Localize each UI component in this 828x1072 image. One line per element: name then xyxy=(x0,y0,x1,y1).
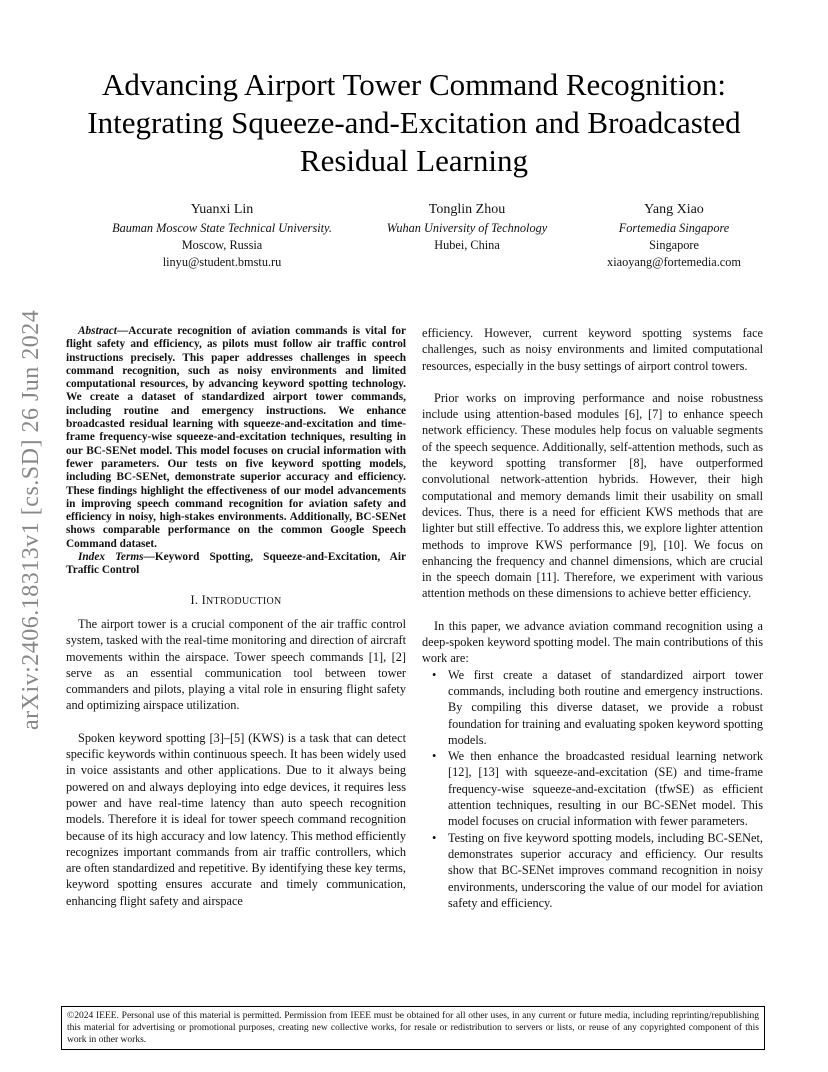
copyright-notice: ©2024 IEEE. Personal use of this material is permitted. Permission from IEEE must be obtained for all other uses, in any current or future media, including reprinting/republishing this material for advertising or promotional purposes, creating new collective works, for resale or redistribution to servers or lists, or reuse of any copyrighted component of this work in other works. xyxy=(61,1006,765,1050)
author-affiliation: Bauman Moscow State Technical University. xyxy=(112,221,332,235)
author-email: xiaoyang@fortemedia.com xyxy=(607,255,741,269)
body-paragraph: Spoken keyword spotting [3]–[5] (KWS) is a task that can detect specific keywords within continuous speech. It has been widely used in voice assistants and other applications. Due to it always being powered on and always deploying into edge devices, it requires less power and have real-time latency than auto speech recognition models. Therefore it is ideal for tower speech command recognition because of its high accuracy and low latency. This method efficiently recognizes important commands from air traffic controllers, which are often standardized and repetitive. By identifying these key terms, keyword spotting ensures accurate and timely communication, enhancing flight safety and airspace xyxy=(66,730,406,908)
index-terms xyxy=(66,551,406,578)
body-paragraph-continuation: efficiency. However, current keyword spotting systems face challenges, such as noisy environments and limited computational resources, especially in the busy settings of airport control towers. xyxy=(422,326,763,373)
author-affiliation: Wuhan University of Technology xyxy=(386,221,548,235)
list-item: • Testing on five keyword spotting models, including BC-SENet, demonstrates superior accuracy and efficiency. Our results show that BC-SENet improves command recognition in noisy environments, underscoring the value of our model for aviation safety and efficiency. xyxy=(448,830,763,911)
author-1 xyxy=(72,200,372,271)
author-3 xyxy=(572,200,776,271)
right-column xyxy=(422,325,763,911)
list-item: • We first create a dataset of standardized airport tower commands, including both routine and emergency instructions. By compiling this diverse dataset, we provide a robust foundation for training and evaluating spoken keyword spotting models. xyxy=(448,667,763,748)
body-paragraph: Prior works on improving performance and noise robustness include using attention-based modules [6], [7] to enhance speech network efficiency. These modules help focus on valuable segments of the speech sequence. Additionally, self-attention methods, such as the keyword spotting transformer [8], have outperformed convolutional network-attention hybrids. However, their high computational and memory demands limit their usability on small devices. Thus, there is a need for efficient KWS methods that are lighter but still effective. To address this, we explore lighter attention methods to improve KWS performance [9], [10]. We focus on enhancing the frequency and channel dimensions, which are crucial in the speech domain [11]. Therefore, we experiment with various attention methods on these dimensions to achieve better efficiency. xyxy=(422,390,763,601)
abstract xyxy=(66,325,406,551)
author-location: Singapore xyxy=(649,238,699,252)
index-terms-label: Index Terms xyxy=(78,551,144,564)
author-location: Moscow, Russia xyxy=(181,238,263,252)
title-line: Residual Learning xyxy=(299,143,529,178)
left-column xyxy=(66,325,406,909)
title-line: Integrating Squeeze-and-Excitation and Broadcasted xyxy=(87,105,741,140)
contributions-list xyxy=(422,667,763,911)
body-paragraph: In this paper, we advance aviation command recognition using a deep-spoken keyword spotting model. The main contributions of this work are: xyxy=(422,618,763,666)
author-name: Yuanxi Lin xyxy=(190,202,254,217)
arxiv-watermark: arXiv:2406.18313v1 [cs.SD] 26 Jun 2024 xyxy=(18,309,44,730)
section-heading-introduction: I. INTRODUCTION xyxy=(190,592,282,607)
author-affiliation: Fortemedia Singapore xyxy=(618,221,730,235)
abstract-text: —Accurate recognition of aviation commands is vital for flight safety and efficiency, as pilots must follow air traffic control instructions precisely. This paper addresses challenges in speech command recognition, such as noisy environments and limited computational resources, by advancing keyword spotting technology. We create a dataset of standardized airport tower commands, including routine and emergency instructions. We enhance broadcasted residual learning with squeeze-and-excitation and time-frame frequency-wise squeeze-and-excitation techniques, resulting in our BC-SENet model. This model focuses on crucial information with fewer parameters. Our tests on five keyword spotting models, including BC-SENet, demonstrate superior accuracy and efficiency. These findings highlight the effectiveness of our model advancements in improving speech command recognition for aviation safety and efficiency in noisy, high-stakes environments. Additionally, BC-SENet shows comparable performance on the common Google Speech Command dataset. xyxy=(66,325,406,550)
author-name: Tonglin Zhou xyxy=(428,202,506,217)
author-2 xyxy=(362,200,572,254)
author-location: Hubei, China xyxy=(434,238,500,252)
index-terms-text: —Keyword Spotting, Squeeze-and-Excitation, Air Traffic Control xyxy=(66,551,406,577)
paper-title xyxy=(40,66,788,180)
list-item: • We then enhance the broadcasted residual learning network [12], [13] with squeeze-and-excitation (SE) and time-frame frequency-wise squeeze-and-excitation (tfwSE) as efficient attention techniques, resulting in our BC-SENet model. This model focuses on crucial information with fewer parameters. xyxy=(448,748,763,829)
author-email: linyu@student.bmstu.ru xyxy=(162,255,282,269)
body-paragraph: The airport tower is a crucial component of the air traffic control system, tasked with the real-time monitoring and direction of aircraft movements within the airspace. Tower speech commands [1], [2] serve as an essential communication tool between tower commanders and pilots, playing a vital role in ensuring flight safety and optimizing airspace utilization. xyxy=(66,616,406,713)
title-line: Advancing Airport Tower Command Recognition: xyxy=(101,67,727,102)
author-name: Yang Xiao xyxy=(644,202,704,217)
abstract-label: Abstract xyxy=(78,325,117,337)
